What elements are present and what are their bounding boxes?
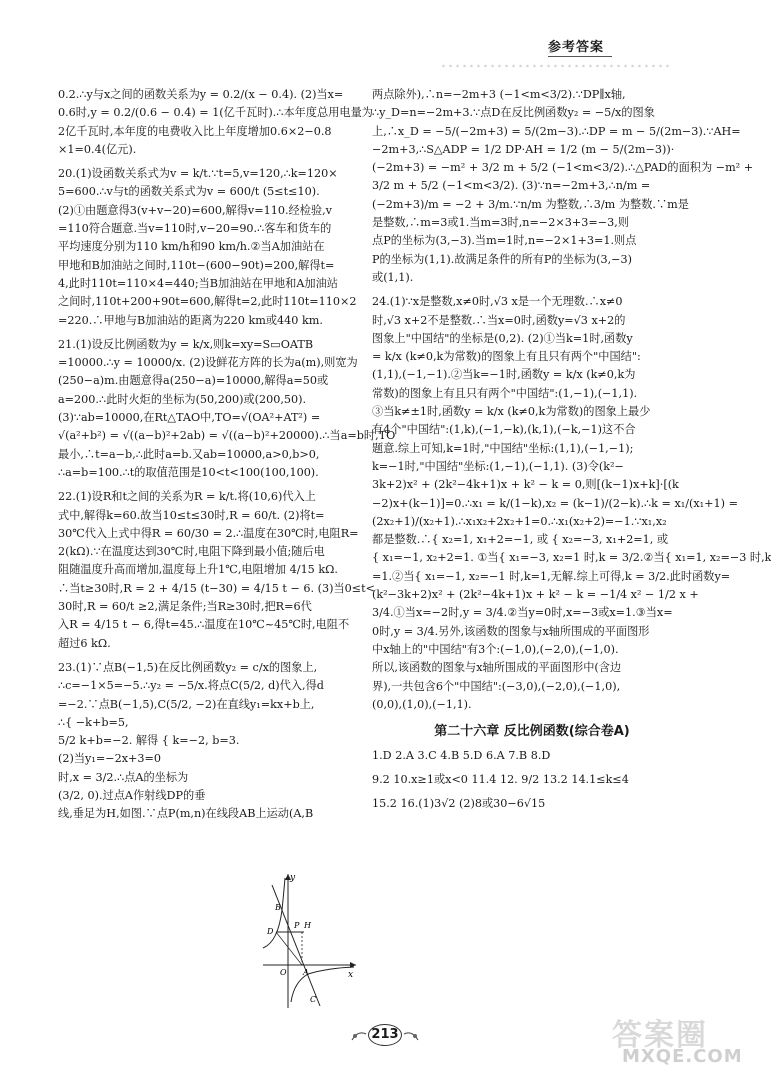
text-line: =110符合题意.当v=110时,v−20=90.∴客车和货车的 [58,222,332,236]
text-line: ∴当t≥30时,R = 2 + 4/15 (t−30) = 4/15 t − 6. (3)当0≤t< [58,581,376,595]
page-number: 213 [368,1024,402,1046]
text-line: 0.6时,y = 0.2/(0.6 − 0.4) = 1(亿千瓦时).∴本年度总用电量为 [58,106,373,120]
text-line: 或(1,1). [372,270,414,284]
text-line: P的坐标为(1,1).故满足条件的所有P的坐标为(3,−3) [372,252,633,266]
text-line: 0.2.∴y与x之间的函数关系为y = 0.2/(x − 0.4). (2)当x= [58,88,344,101]
text-line: ∴{ −k+b=5, [58,715,129,729]
text-line: 式中,解得k=60.故当10≤t≤30时,R = 60/t. (2)将t= [58,508,325,522]
function-graph [258,870,358,1010]
text-line: =220.∴甲地与B加油站的距离为220 km或440 km. [58,313,323,327]
text-line: 点P的坐标为(3,−3).当m=1时,n=−2×1+3=1.则点 [372,234,637,248]
text-line: ∴a=b=100.∴t的取值范围是10<t<100(100,100). [58,465,319,479]
text-line: (250−a)m.由题意得a(250−a)=10000,解得a=50或 [58,374,329,388]
text-line: (1,1),(−1,−1).②当k=−1时,函数y = k/x (k≠0,k为 [372,368,636,382]
text-line: 时,x = 3/2.∴点A的坐标为 [58,770,189,784]
text-line: 两点除外),∴n=−2m+3 (−1<m<3/2).∵DP∥x轴, [372,88,626,101]
label-b: B [275,903,281,912]
text-line: 线,垂足为H,如图.∵点P(m,n)在线段AB上运动(A,B [58,807,314,821]
text-line: (3/2, 0).过点A作射线DP的垂 [58,788,206,802]
text-line: 22.(1)设R和t之间的关系为R = k/t.将(10,6)代入上 [58,490,316,504]
label-d: D [267,927,274,936]
text-line: 有4个"中国结":(1,k),(−1,−k),(k,1),(−k,−1)这不合 [372,423,636,437]
text-line: 之间时,110t+200+90t=600,解得t=2,此时110t=110×2 [58,295,357,309]
hyperbola-branch-right [291,967,354,1002]
text-line: = k/x (k≠0,k为常数)的图象上有且只有两个"中国结": [372,350,641,364]
text-line: 2(kΩ).∵在温度达到30℃时,电阻下降到最小值;随后电 [58,545,325,559]
text-line: 4,此时110t=110×4=440;当B加油站在甲地和A加油站 [58,276,338,290]
text-line: (3)∵ab=10000,在Rt△TAO中,TO=√(OA²+AT²) = [58,411,321,425]
watermark [612,1010,742,1070]
label-c: C [310,995,317,1004]
text-line: (−2m+3) = −m² + 3/2 m + 5/2 (−1<m<3/2).∴△PAD的面积为 −m² + [372,161,754,175]
text-line: 30时,R = 60/t ≥2,满足条件;当R≥30时,把R=6代 [58,600,312,614]
text-line: =1.②当{ x₁=−1, x₂=−1 时,k=1,无解.综上可得,k = 3/2.此时函数y= [372,569,731,583]
text-line: 入R = 4/15 t − 6,得t=45.∴温度在10℃~45℃时,电阻不 [58,618,350,632]
segment-ad [276,932,302,965]
answer-line: 1.D 2.A 3.C 4.B 5.D 6.A 7.B 8.D [372,749,551,763]
hyperbola-branch-left [263,878,285,948]
text-line: 阻随温度升高而增加,温度每上升1℃,电阻增加 4/15 kΩ. [58,563,338,577]
answer-line: 15.2 16.(1)3√2 (2)8或30−6√15 [372,797,546,811]
text-line: 都是整数.∴{ x₂=1, x₁+2=−1, 或 { x₂=−3, x₁+2=1, 或 [372,533,669,547]
text-line: 图象上"中国结"的坐标是(0,2). (2)①当k=1时,函数y [372,331,633,345]
text-line: 3k+2)x² + (2k²−4k+1)x + k² − k = 0,则[(k−1)x+k]·[(k [372,478,679,492]
text-line: 24.(1)∵x是整数,x≠0时,√3 x是一个无理数.∴x≠0 [372,295,623,309]
text-line: (2x₂+1)/(x₂+1).∴x₁x₂+2x₂+1=0.∴x₁(x₂+2)=−1.∵x₁,x₂ [372,514,667,528]
text-line: √(a²+b²) = √((a−b)²+2ab) = √((a−b)²+20000).∴当a=b时,TO [58,429,396,443]
right-column [372,86,771,816]
text-line: { x₁=−1, x₂+2=1. ①当{ x₁=−3, x₂=1 时,k = 3/2.②当{ x₁=1, x₂=−3 时,k [372,551,771,565]
label-a: A [303,968,309,977]
text-line: ③当k≠±1时,函数y = k/x (k≠0,k为常数)的图象上最少 [372,405,651,419]
text-line: (2)①由题意得3(v+v−20)=600,解得v=110.经检验,v [58,203,332,217]
header-rule [548,56,612,57]
text-line: 21.(1)设反比例函数为y = k/x,则k=xy=S▭OATB [58,337,314,351]
text-line: 时,√3 x+2不是整数.∴当x=0时,函数y=√3 x+2的 [372,313,626,327]
text-line: 20.(1)设函数关系式为v = k/t.∵t=5,v=120,∴k=120× [58,167,338,181]
watermark-main: 答案圈 [612,1018,708,1053]
text-line: =−2.∵点B(−1,5),C(5/2, −2)在直线y₁=kx+b上, [58,697,315,711]
text-line: 0时,y = 3/4.另外,该函数的图象与x轴所围成的平面图形 [372,624,650,638]
text-line: 甲地和B加油站之间时,110t−(600−90t)=200,解得t= [58,258,335,272]
label-p: P [294,921,300,930]
text-line: 3/4.①当x=−2时,y = 3/4.②当y=0时,x=−3或x=1.③当x= [372,606,673,620]
text-line: (2)当y₁=−2x+3=0 [58,752,161,766]
text-line: (0,0),(1,0),(−1,1). [372,697,472,711]
text-line: (−2m+3)/m = −2 + 3/m.∵n/m 为整数,∴3/m 为整数.∵m是 [372,197,689,211]
text-line: 超过6 kΩ. [58,636,111,650]
text-line: 23.(1)∵点B(−1,5)在反比例函数y₂ = c/x的图象上, [58,660,318,674]
text-line: 常数)的图象上有且只有两个"中国结":(1,−1),(−1,1). [372,386,638,400]
text-line: 2亿千瓦时,本年度的电费收入比上年度增加0.6×2−0.8 [58,124,332,138]
text-line: ×1=0.4(亿元). [58,142,137,156]
text-line: 上,∴x_D = −5/(−2m+3) = 5/(2m−3).∴DP = m − 5/(2m−3).∵AH= [372,124,741,138]
text-line: 平均速度分别为110 km/h和90 km/h.②当A加油站在 [58,240,325,254]
label-x: x [348,970,354,980]
text-line: 所以,该函数的图象与x轴所围成的平面图形中(含边 [372,661,622,675]
chapter-title: 第二十六章 反比例函数(综合卷A) [434,724,630,740]
label-h: H [304,921,311,930]
text-line: 3/2 m + 5/2 (−1<m<3/2). (3)∵n=−2m+3,∴n/m = [372,179,651,193]
text-line: =10000.∴y = 10000/x. (2)设鲜花方阵的长为a(m),则宽为 [58,356,358,370]
text-line: 中x轴上的"中国结"有3个:(−1,0),(−2,0),(−1,0). [372,642,619,656]
text-line: (k²−3k+2)x² + (2k²−4k+1)x + k² − k = −1/4 x² − 1/2 x + [372,588,699,602]
text-line: 30℃代入上式中得R = 60/30 = 2.∴温度在30℃时,电阻R= [58,526,359,540]
text-line: 题意.综上可知,k=1时,"中国结"坐标:(1,1),(−1,−1); [372,441,634,455]
header-decoration [440,62,670,70]
answer-line: 9.2 10.x≥1或x<0 11.4 12. 9/2 13.2 14.1≤k≤4 [372,773,629,787]
text-line: 最小,∴t=a−b,∴此时a=b.又ab=10000,a>0,b>0, [58,447,320,461]
text-line: a=200.∴此时火炬的坐标为(50,200)或(200,50). [58,392,307,406]
label-y: y [290,873,296,883]
text-line: ∴c=−1×5=−5.∴y₂ = −5/x.将点C(5/2, d)代入,得d [58,679,324,693]
text-line: 界),一共包含6个"中国结":(−3,0),(−2,0),(−1,0), [372,679,621,693]
text-line: 5/2 k+b=−2. 解得 { k=−2, b=3. [58,734,240,748]
text-line: 是整数,∴m=3或1.当m=3时,n=−2×3+3=−3,则 [372,216,629,230]
text-line: ∴y_D=n=−2m+3.∵点D在反比例函数y₂ = −5/x的图象 [372,106,655,120]
text-line: k=−1时,"中国结"坐标:(1,−1),(−1,1). (3)令(k²− [372,459,624,473]
text-line: 5=600.∴v与t的函数关系式为v = 600/t (5≤t≤10). [58,185,320,199]
page-number-ornament [350,1022,420,1048]
watermark-sub: MXQE.COM [622,1046,743,1067]
label-o: O [280,968,287,977]
text-line: −2m+3,∴S△ADP = 1/2 DP·AH = 1/2 (m − 5/(2m−3))· [372,142,675,156]
header-title: 参考答案 [548,40,605,55]
text-line: −2)x+(k−1)]=0.∴x₁ = k/(1−k),x₂ = (k−1)/(2−k).∴k = x₁/(x₁+1) = [372,496,738,510]
